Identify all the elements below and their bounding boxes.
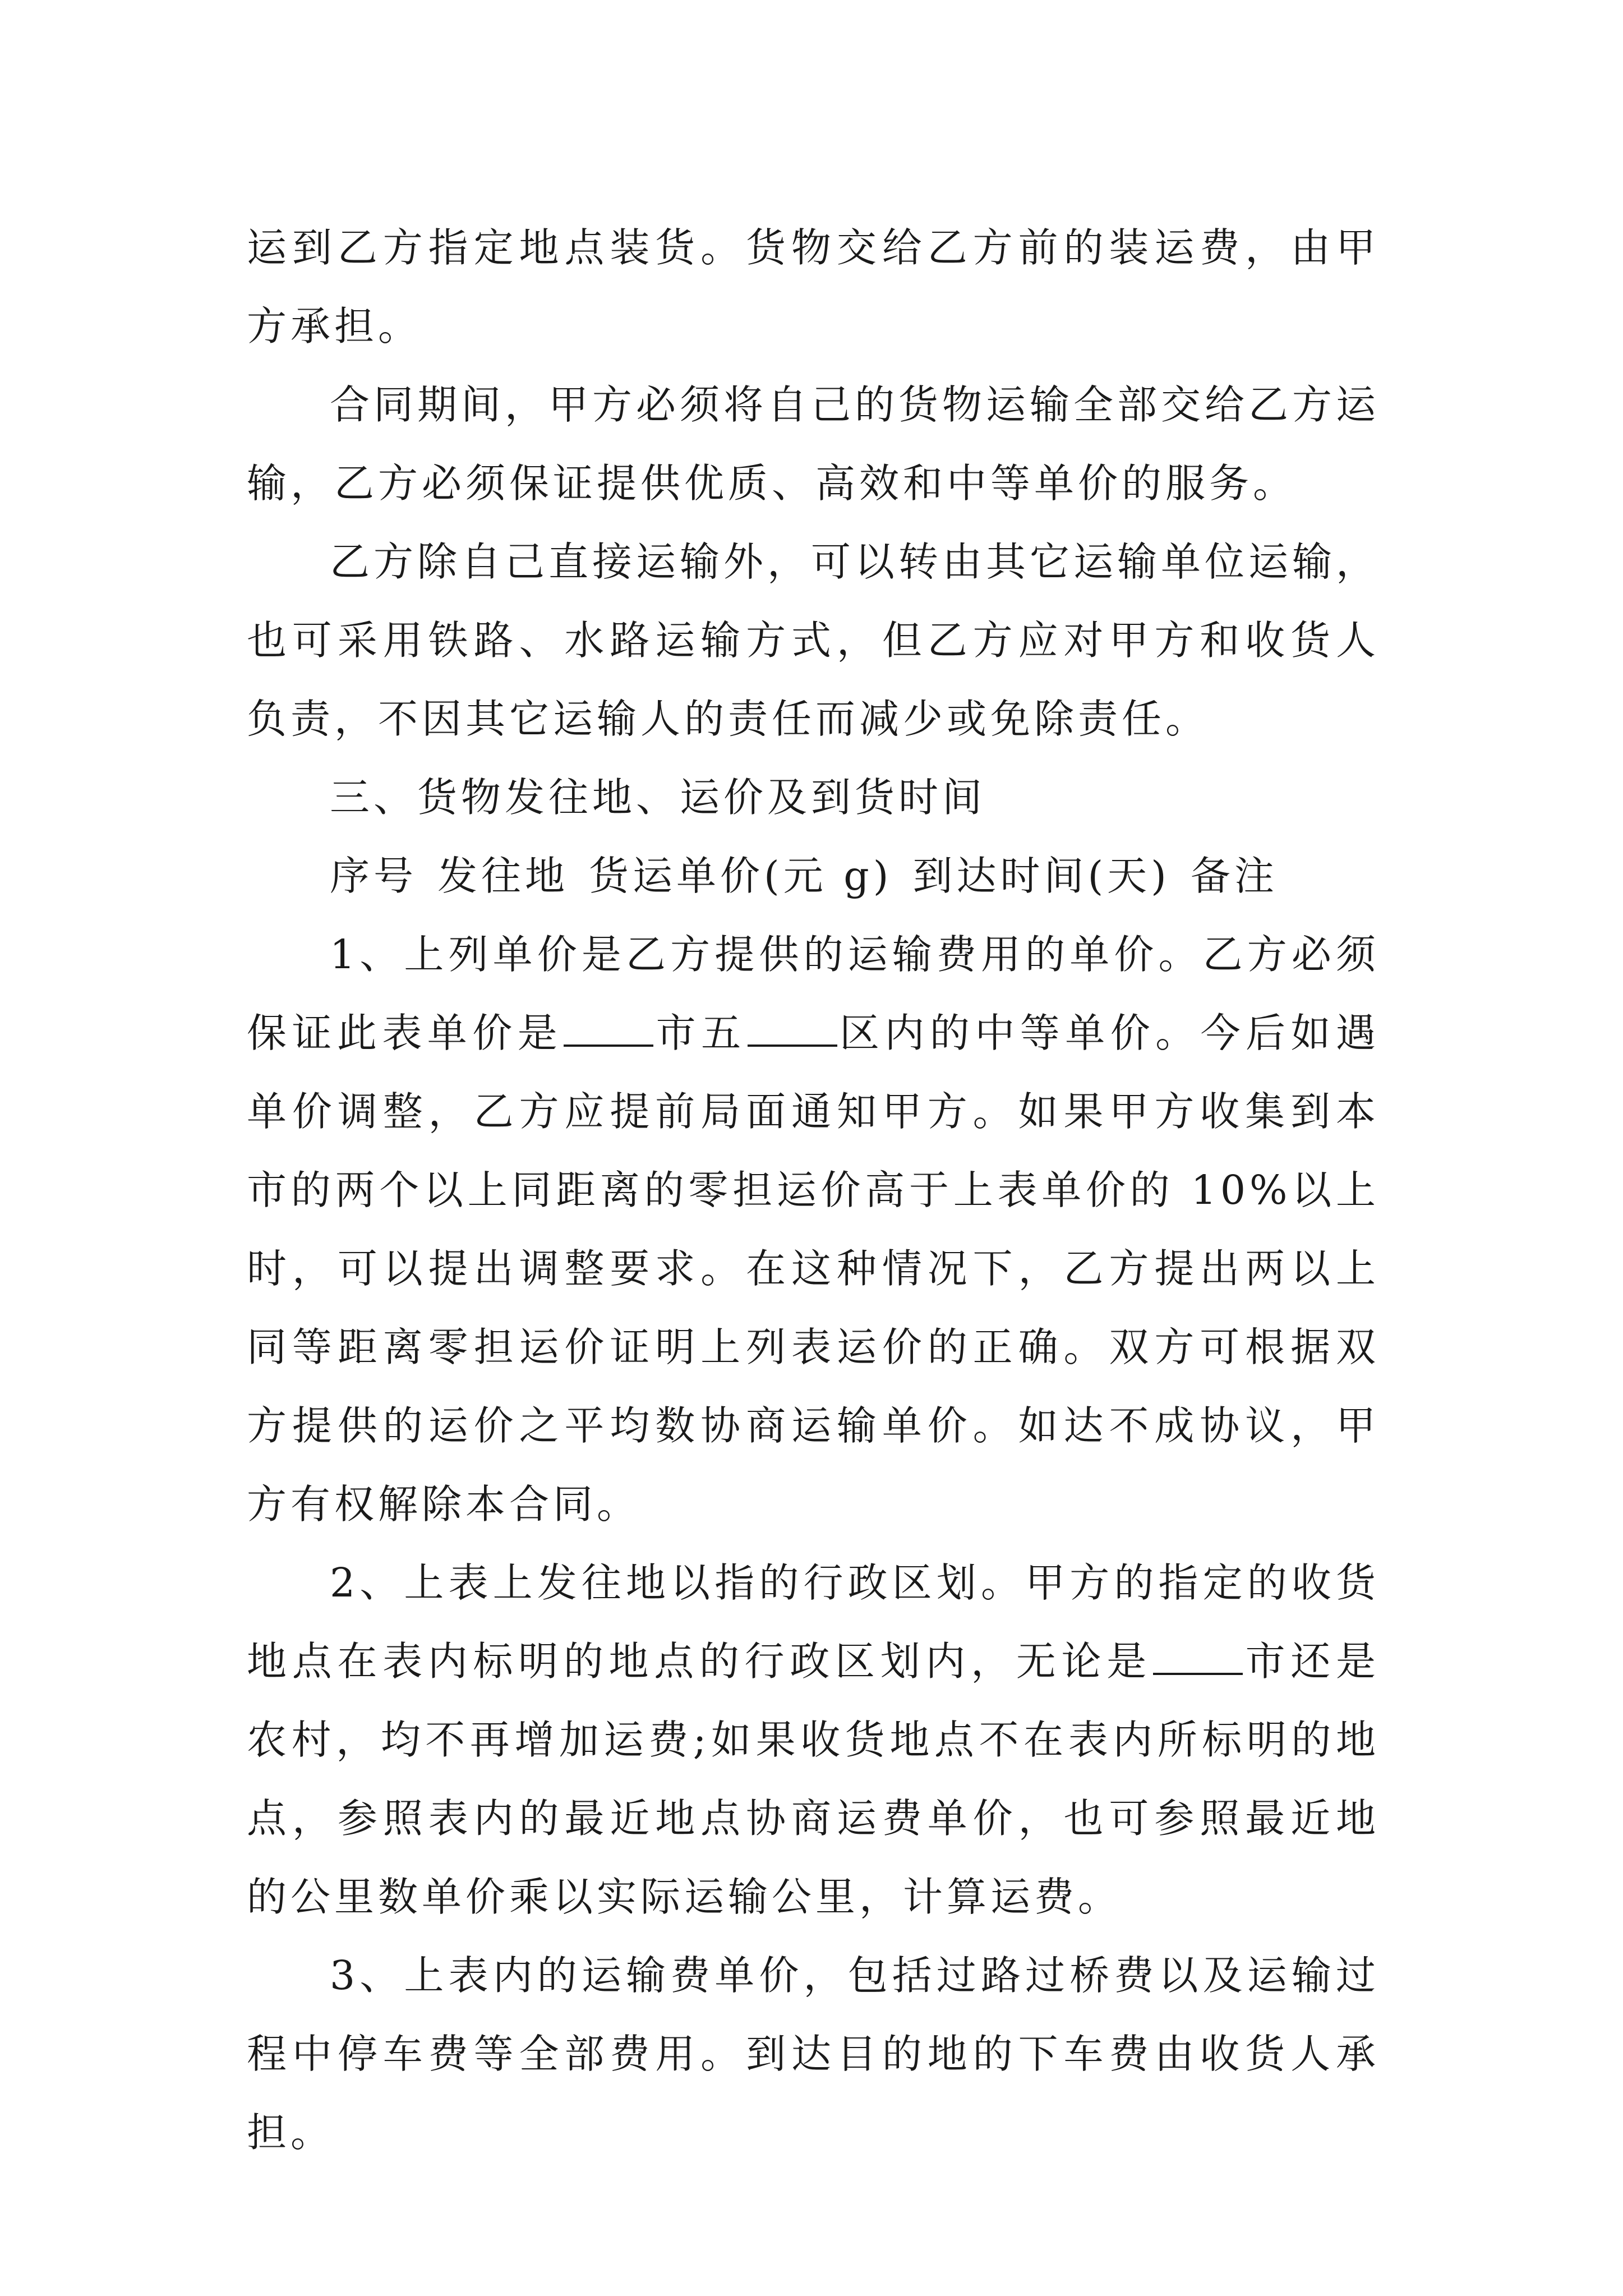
clause-2-text-a: 2、上表上发往地以指的行政区划。甲方的指定的收货地点在表内标明的地点的行政区划内，无论是 [247, 1559, 1380, 1685]
table-header-row [247, 837, 1380, 915]
clause-2-destination [247, 1544, 1380, 1936]
section-heading-destination-price-time: 三、货物发往地、运价及到货时间 [330, 774, 986, 821]
table-header-arrival-time: 到达时间(天) [912, 853, 1170, 899]
clause-2-text-b: 市还是农村，均不再增加运费;如果收货地点不在表内所标明的地点，参照表内的最近地点协商运费单价，也可参照最近地的公里数单价乘以实际运输公里，计算运费。 [247, 1638, 1380, 1920]
table-header-unit-price: 货运单价(元 g) [589, 853, 893, 899]
table-header-serial: 序号 [330, 853, 418, 899]
document-body [247, 209, 1380, 2172]
fill-in-blank [748, 1010, 837, 1047]
clause-3-fees: 3、上表内的运输费单价，包括过路过桥费以及运输过程中停车费等全部费用。到达目的地的下车费由收货人承担。 [247, 1952, 1380, 2156]
fill-in-blank [564, 1010, 653, 1047]
clause-1-text-a: 1、上列单价是乙方提供的运输费用的单价。乙方必须保证此表单价是 [247, 931, 1380, 1056]
paragraph-contract-period: 合同期间，甲方必须将自己的货物运输全部交给乙方运输，乙方必须保证提供优质、高效和中等单价的服务。 [247, 381, 1380, 507]
paragraph-subcontract: 乙方除自己直接运输外，可以转由其它运输单位运输，也可采用铁路、水路运输方式，但乙方应对甲方和收货人负责，不因其它运输人的责任而减少或免除责任。 [247, 539, 1380, 742]
fill-in-blank [1153, 1638, 1243, 1675]
clause-1-unit-price [247, 915, 1380, 1544]
clause-1-text-b: 市五 [654, 1010, 746, 1056]
table-header-remarks: 备注 [1190, 853, 1278, 899]
clause-1-text-c: 区内的中等单价。今后如遇单价调整，乙方应提前局面通知甲方。如果甲方收集到本市的两个以上同距离的零担运价高于上表单价的 10%以上时，可以提出调整要求。在这种情况下，乙方提出两以上同等距离零担运价证明上列表运价的正确。双方可根据双方提供的运价之平均数协商运输单价。如达不成协议，甲方有权解除本合同。 [247, 1010, 1380, 1527]
table-header-destination: 发往地 [437, 853, 569, 899]
paragraph-loading: 运到乙方指定地点装货。货物交给乙方前的装运费，由甲方承担。 [247, 224, 1380, 349]
